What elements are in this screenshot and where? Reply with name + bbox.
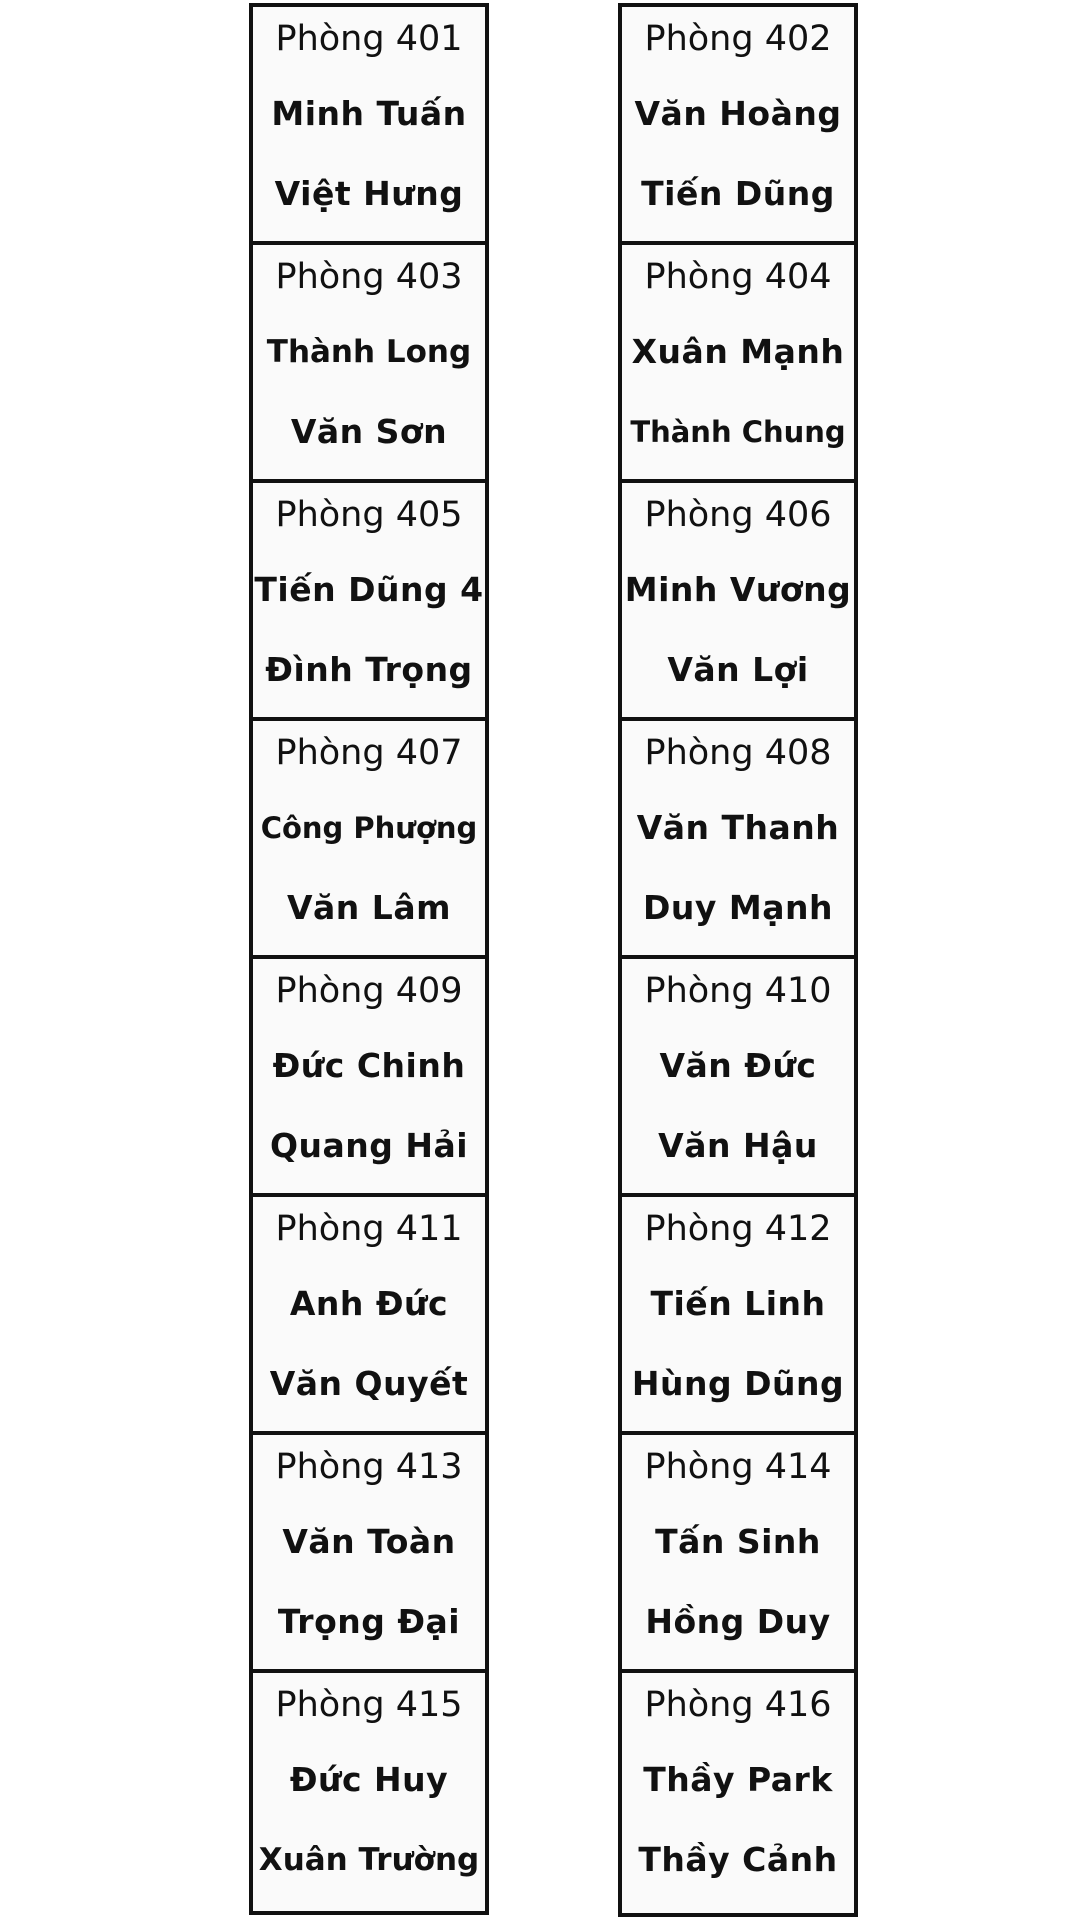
occupant-name: Văn Hậu [658,1126,818,1165]
room-title: Phòng 413 [275,1447,463,1487]
occupant-name: Tiến Linh [650,1284,826,1323]
room-416 [622,1673,854,1903]
occupant-name: Quang Hải [269,1126,469,1165]
occupant-name: Minh Tuấn [271,94,467,133]
occupant-name: Văn Lâm [287,888,451,927]
room-title: Phòng 410 [644,971,832,1011]
room-title: Phòng 406 [644,495,832,535]
occupant-name: Việt Hưng [274,174,464,213]
occupant-name: Hùng Dũng [631,1364,845,1403]
room-406 [622,483,854,721]
occupant-name: Xuân Trường [258,1842,480,1878]
occupant-name: Tiến Dũng [641,174,835,213]
room-409 [253,959,485,1197]
room-title: Phòng 403 [275,257,463,297]
occupant-name: Đình Trọng [265,650,473,689]
room-title: Phòng 407 [275,733,463,773]
occupant-name: Thầy Park [643,1760,833,1799]
room-404 [622,245,854,483]
room-column-left [249,3,489,1915]
occupant-name: Thầy Cảnh [638,1840,838,1879]
room-title: Phòng 411 [275,1209,463,1249]
occupant-name: Anh Đức [289,1284,449,1323]
room-411 [253,1197,485,1435]
occupant-name: Tiến Dũng 4 [254,570,484,609]
occupant-name: Văn Thanh [636,808,840,847]
occupant-name: Duy Mạnh [643,888,833,927]
occupant-name: Tấn Sinh [655,1522,821,1561]
occupant-name: Thành Long [266,334,472,370]
room-410 [622,959,854,1197]
room-415 [253,1673,485,1903]
room-414 [622,1435,854,1673]
room-title: Phòng 405 [275,495,463,535]
room-412 [622,1197,854,1435]
occupant-name: Văn Đức [659,1046,817,1085]
occupant-name: Văn Lợi [667,650,809,689]
room-408 [622,721,854,959]
room-403 [253,245,485,483]
occupant-name: Hồng Duy [645,1602,831,1641]
occupant-name: Thành Chung [630,415,846,449]
room-title: Phòng 404 [644,257,832,297]
room-column-right [618,3,858,1917]
occupant-name: Đức Chinh [272,1046,466,1085]
occupant-name: Văn Toàn [282,1522,456,1561]
room-405 [253,483,485,721]
room-title: Phòng 402 [644,19,832,59]
room-title: Phòng 412 [644,1209,832,1249]
room-title: Phòng 408 [644,733,832,773]
occupant-name: Văn Hoàng [634,94,842,133]
occupant-name: Công Phượng [260,811,478,845]
room-402 [622,7,854,245]
occupant-name: Đức Huy [289,1760,449,1799]
occupant-name: Trọng Đại [277,1602,461,1641]
room-title: Phòng 401 [275,19,463,59]
room-401 [253,7,485,245]
occupant-name: Xuân Mạnh [631,332,845,371]
room-413 [253,1435,485,1673]
room-407 [253,721,485,959]
room-title: Phòng 416 [644,1685,832,1725]
occupant-name: Minh Vương [624,570,852,609]
occupant-name: Văn Sơn [290,412,448,451]
room-title: Phòng 415 [275,1685,463,1725]
occupant-name: Văn Quyết [269,1364,469,1403]
room-title: Phòng 414 [644,1447,832,1487]
room-title: Phòng 409 [275,971,463,1011]
